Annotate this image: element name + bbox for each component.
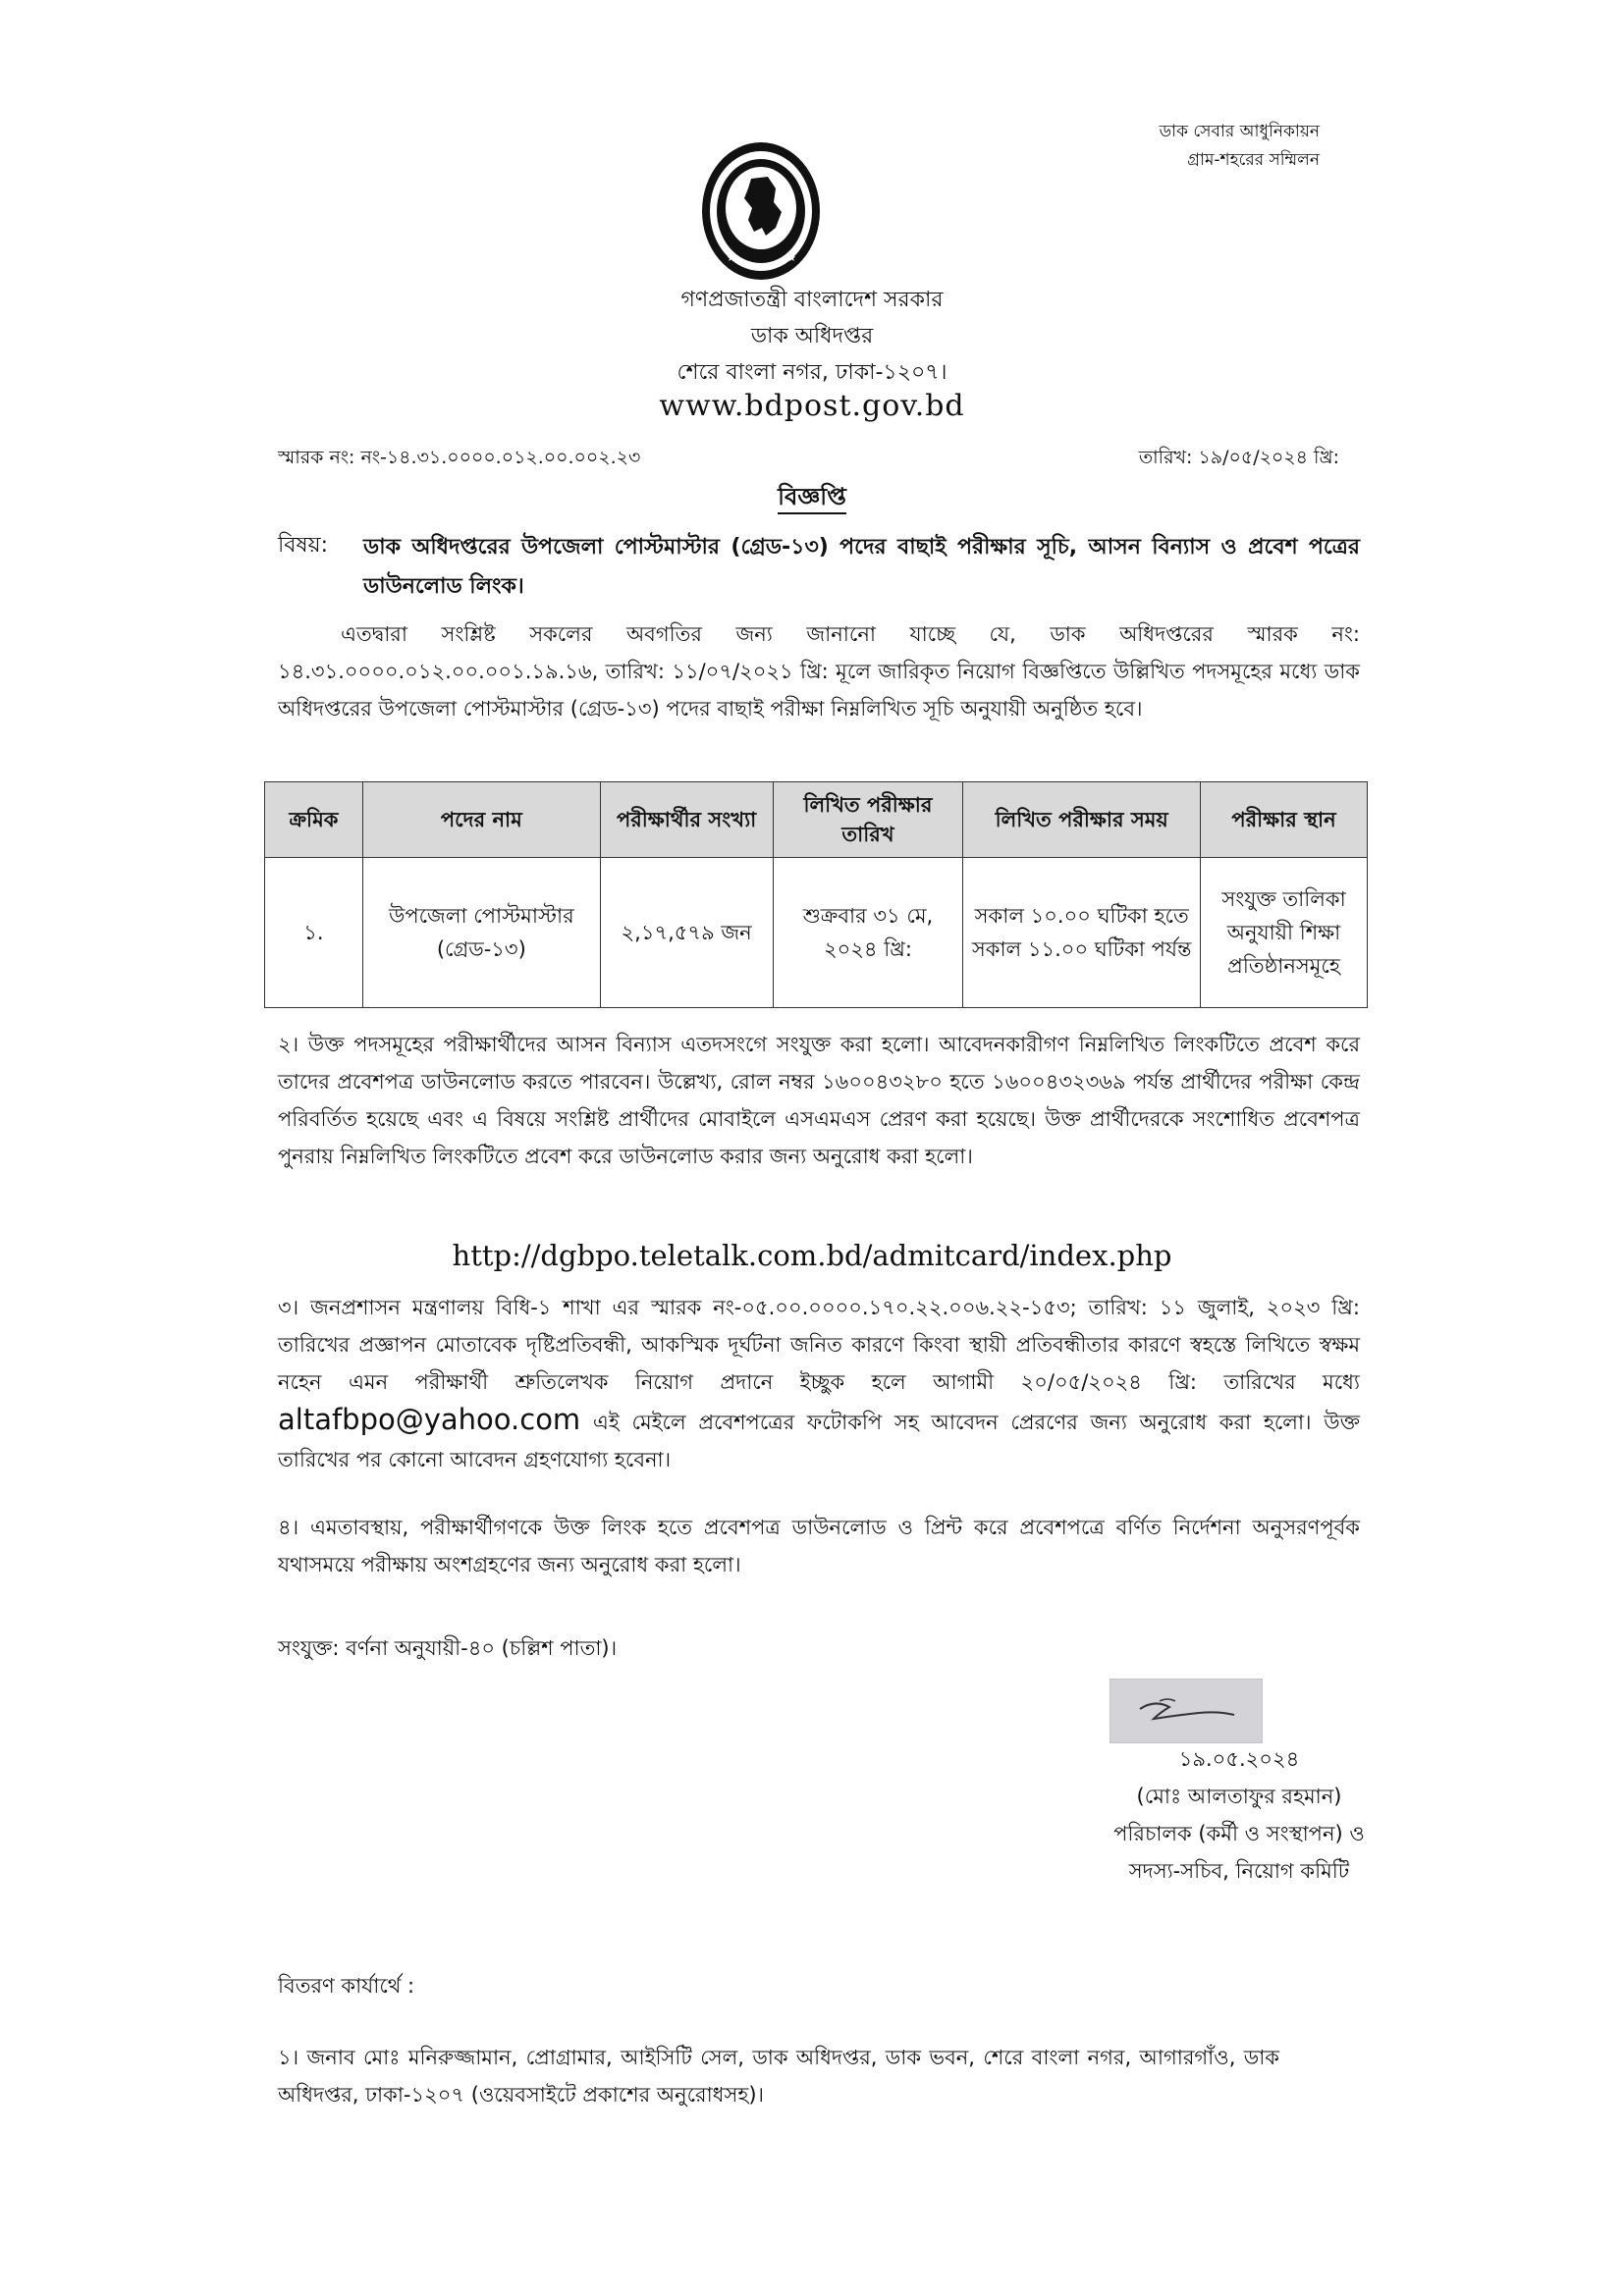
paragraph-3-before: ৩। জনপ্রশাসন মন্ত্রণালয় বিধি-১ শাখা এর স্মারক নং-০৫.০০.০০০০.১৭০.২২.০০৬.২২-১৫৩; তারিখ: ১১ জুলাই, ২০২৩ খ্রি: তারিখের প্রজ্ঞাপন মোতাবেক দৃষ্টিপ্রতিবন্ধী, আকস্মিক দূর্ঘটনা জনিত কারণে কিংবা স্থায়ী প্রতিবন্ধীতার কারণে স্বহস্তে লিখিতে স্বক্ষম নহেন এমন পরীক্ষার্থী শ্রুতিলেখক নিয়োগ প্রদানে ইচ্ছুক হলে আগামী ২০/০৫/২০২৪ খ্রি: তারিখের মধ্যে <box>278 1296 1360 1394</box>
subject-label: বিষয়: <box>278 533 329 558</box>
contact-email-link[interactable]: altafbpo@yahoo.com <box>278 1403 581 1436</box>
signature-date: ১৯.০৫.২০২৪ <box>1178 1747 1300 1771</box>
distribution-item-1: ১। জনাব মোঃ মনিরুজ্জামান, প্রোগ্রামার, আইসিটি সেল, ডাক অধিদপ্তর, ডাক ভবন, শেরে বাংলা নগর, আগারগাঁও, ডাক অধিদপ্তর, ঢাকা-১২০৭ (ওয়েবসাইটে প্রকাশের অনুরোধসহ)। <box>278 2046 1279 2107</box>
cell-post-name: উপজেলা পোস্টমাস্টার (গ্রেড-১৩) <box>362 858 600 1008</box>
col-candidate-count: পরীক্ষার্থীর সংখ্যা <box>600 782 773 858</box>
svg-text:★: ★ <box>787 253 796 264</box>
tagline <box>1160 118 1320 175</box>
cell-exam-date: শুক্রবার ৩১ মে, ২০২৪ খ্রি: <box>773 858 963 1008</box>
cell-candidate-count: ২,১৭,৫৭৯ জন <box>600 858 773 1008</box>
col-exam-venue: পরীক্ষার স্থান <box>1201 782 1368 858</box>
table-row <box>265 858 1368 1008</box>
admit-card-link[interactable]: http://dgbpo.teletalk.com.bd/admitcard/index.php <box>452 1239 1172 1272</box>
signatory-designation: পরিচালক (কর্মী ও সংস্থাপন) ও <box>1113 1822 1365 1845</box>
government-name: গণপ্রজাতন্ত্রী বাংলাদেশ সরকার <box>680 288 944 312</box>
col-post-name: পদের নাম <box>362 782 600 858</box>
attachment-note: সংযুক্ত: বর্ণনা অনুযায়ী-৪০ (চল্লিশ পাতা)। <box>278 1636 618 1660</box>
table-header-row <box>265 782 1368 858</box>
signatory-name: (মোঃ আলতাফুর রহমান) <box>1136 1785 1342 1808</box>
notice-title-text: বিজ্ঞপ্তি <box>778 483 846 514</box>
signature-image <box>1110 1679 1263 1743</box>
tagline-line-1: ডাক সেবার আধুনিকায়ন <box>1159 122 1320 141</box>
notice-title <box>0 479 1624 518</box>
paragraph-2: ২। উক্ত পদসমূহের পরীক্ষার্থীদের আসন বিন্যাস এতদসংগে সংযুক্ত করা হলো। আবেদনকারীগণ নিম্নলিখিত লিংকটিতে প্রবেশ করে তাদের প্রবেশপত্র ডাউনলোড করতে পারবেন। উল্লেখ্য, রোল নম্বর ১৬০০৪৩২৮০ হতে ১৬০০৪৩২৩৬৯ পর্যন্ত প্রার্থীদের পরীক্ষা কেন্দ্র পরিবর্তিত হয়েছে এবং এ বিষয়ে সংশ্লিষ্ট প্রার্থীদের মোবাইলে এসএমএস প্রেরণ করা হয়েছে। উক্ত প্রার্থীদেরকে সংশোধিত প্রবেশপত্র পুনরায় নিম্নলিখিত লিংকটিতে প্রবেশ করে ডাউনলোড করার জন্য অনুরোধ করা হলো। <box>278 1033 1360 1168</box>
paragraph-3-after: এই মেইলে প্রবেশপত্রের ফটোকপি সহ আবেদন প্রেরণের জন্য অনুরোধ করা হলো। উক্ত তারিখের পর কোনো আবেদন গ্রহণযোগ্য হবেনা। <box>278 1411 1360 1471</box>
cell-serial: ১. <box>265 858 363 1008</box>
paragraph-3 <box>278 1289 1360 1478</box>
col-exam-time: লিখিত পরীক্ষার সময় <box>963 782 1201 858</box>
department-name: ডাক অধিদপ্তর <box>750 324 874 348</box>
notice-date: তারিখ: ১৯/০৫/২০২৪ খ্রি: <box>1138 447 1339 468</box>
signatory-committee: সদস্য-সচিব, নিয়োগ কমিটি <box>1128 1859 1350 1883</box>
exam-schedule-table <box>264 781 1368 1008</box>
cell-exam-venue: সংযুক্ত তালিকা অনুযায়ী শিক্ষা প্রতিষ্ঠানসমূহে <box>1201 858 1368 1008</box>
subject-text: ডাক অধিদপ্তরের উপজেলা পোস্টমাস্টার (গ্রেড-১৩) পদের বাছাই পরীক্ষার সূচি, আসন বিন্যাস ও প্রবেশ পত্রের ডাউনলোড লিংক। <box>363 535 1360 599</box>
department-address: শেরে বাংলা নগর, ঢাকা-১২০৭। <box>677 360 947 385</box>
col-exam-date: লিখিত পরীক্ষার তারিখ <box>773 782 963 858</box>
paragraph-1: এতদ্বারা সংশ্লিষ্ট সকলের অবগতির জন্য জানানো যাচ্ছে যে, ডাক অধিদপ্তরের স্মারক নং: ১৪.৩১.০০০০.০১২.০০.০০১.১৯.১৬, তারিখ: ১১/০৭/২০২১ খ্রি: মূলে জারিকৃত নিয়োগ বিজ্ঞপ্তিতে উল্লিখিত পদসমূহের মধ্যে ডাক অধিদপ্তরের উপজেলা পোস্টমাস্টার (গ্রেড-১৩) পদের বাছাই পরীক্ষা নিম্নলিখিত সূচি অনুযায়ী অনুষ্ঠিত হবে। <box>278 622 1360 721</box>
distribution-title: বিতরণ কার্যার্থে : <box>278 1974 415 1998</box>
memo-number: স্মারক নং: নং-১৪.৩১.০০০০.০১২.০০.০০২.২৩ <box>278 447 641 468</box>
tagline-line-2: গ্রাম-শহরের সম্মিলন <box>1187 150 1320 170</box>
svg-text:★: ★ <box>727 253 735 264</box>
website-link[interactable]: www.bdpost.gov.bd <box>659 389 965 423</box>
paragraph-4: ৪। এমতাবস্থায়, পরীক্ষার্থীগণকে উক্ত লিংক হতে প্রবেশপত্র ডাউনলোড ও প্রিন্ট করে প্রবেশপত্রে বর্ণিত নির্দেশনা অনুসরণপূর্বক যথাসময়ে পরীক্ষায় অংশগ্রহণের জন্য অনুরোধ করা হলো। <box>278 1516 1360 1576</box>
cell-exam-time: সকাল ১০.০০ ঘটিকা হতে সকাল ১১.০০ ঘটিকা পর্যন্ত <box>963 858 1201 1008</box>
bangladesh-government-emblem-icon <box>697 137 825 285</box>
col-serial: ক্রমিক <box>265 782 363 858</box>
